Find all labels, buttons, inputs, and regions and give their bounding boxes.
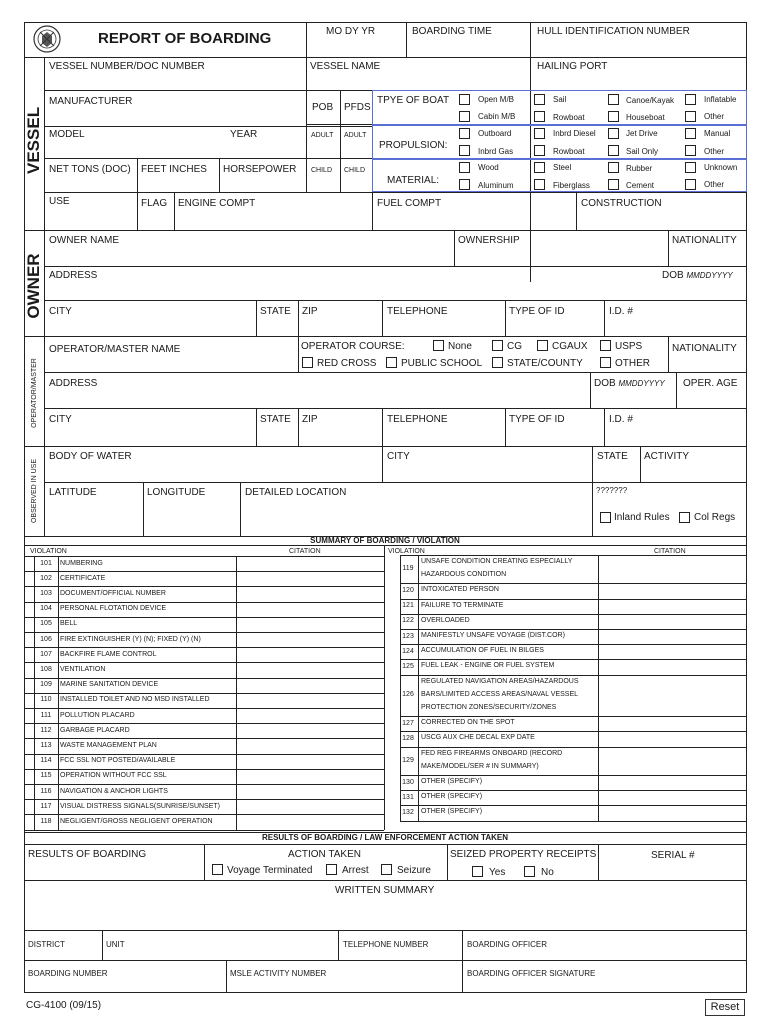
violation-number: 107 <box>40 650 52 658</box>
checkbox-aluminum[interactable] <box>459 179 470 190</box>
violation-text: OPERATION WITHOUT FCC SSL <box>60 772 167 780</box>
checkbox-course-other[interactable] <box>600 357 611 368</box>
violation-number: 109 <box>40 681 52 689</box>
violation-header-left: VIOLATION <box>30 548 67 555</box>
checkbox-no[interactable] <box>524 866 535 877</box>
checkbox-yes[interactable] <box>472 866 483 877</box>
horsepower-label: HORSEPOWER <box>223 164 297 175</box>
citation-field[interactable] <box>598 614 746 629</box>
checkbox-jet-drive[interactable] <box>608 128 619 139</box>
form-number: CG-4100 (09/15) <box>26 1000 102 1011</box>
telephone-number-label: TELEPHONE NUMBER <box>343 940 429 949</box>
checkbox-manual[interactable] <box>685 128 696 139</box>
option-other-type: Other <box>704 112 725 121</box>
citation-field[interactable] <box>598 659 746 674</box>
boarding-officer-label: BOARDING OFFICER <box>467 940 548 949</box>
violation-text: FED REG FIREARMS ONBOARD (RECORD <box>421 749 563 757</box>
violation-number: 117 <box>40 802 52 810</box>
coast-guard-seal-icon <box>32 24 62 54</box>
citation-field[interactable] <box>236 723 374 738</box>
col-regs-label: Col Regs <box>694 512 736 523</box>
table-rule <box>384 545 385 830</box>
citation-field[interactable] <box>236 571 374 586</box>
table-rule <box>24 830 384 831</box>
violation-number: 132 <box>402 809 414 816</box>
longitude-label: LONGITUDE <box>147 487 206 498</box>
written-summary-field[interactable] <box>26 898 744 928</box>
district-label: DISTRICT <box>28 940 65 949</box>
option-other-material: Other <box>704 180 725 189</box>
checkbox-course-usps[interactable] <box>600 340 611 351</box>
operator-section-label: OPERATOR/MASTER <box>31 358 38 428</box>
option-course-public-school: PUBLIC SCHOOL <box>401 358 483 369</box>
citation-field[interactable] <box>236 814 374 829</box>
no-label: No <box>541 867 554 878</box>
citation-field[interactable] <box>598 790 746 805</box>
citation-field[interactable] <box>598 644 746 659</box>
violation-number: 118 <box>40 817 52 825</box>
observed-state-label: STATE <box>597 451 628 462</box>
violation-text: OTHER (SPECIFY) <box>421 808 483 816</box>
checkbox-course-state-county[interactable] <box>492 357 503 368</box>
vessel-section-label: VESSEL <box>24 106 43 174</box>
checkbox-seizure[interactable] <box>381 864 392 875</box>
checkbox-rowboat-type[interactable] <box>534 111 545 122</box>
violation-number: 121 <box>402 602 414 610</box>
inland-rules-label: Inland Rules <box>614 512 670 523</box>
operator-telephone-label: TELEPHONE <box>387 414 448 425</box>
citation-field[interactable] <box>236 556 374 571</box>
citation-field[interactable] <box>236 586 374 601</box>
violation-number: 122 <box>402 617 414 625</box>
violation-number: 131 <box>402 793 414 801</box>
violation-number: 116 <box>40 787 52 795</box>
arrest-label: Arrest <box>342 865 369 876</box>
violation-number: 123 <box>402 632 414 640</box>
hailing-port-label: HAILING PORT <box>537 61 608 72</box>
citation-field[interactable] <box>236 617 374 632</box>
feet-inches-label: FEET INCHES <box>141 164 207 175</box>
violation-text: NUMBERING <box>60 559 103 567</box>
violation-text: FCC SSL NOT POSTED/AVAILABLE <box>60 757 176 765</box>
checkbox-course-red-cross[interactable] <box>302 357 313 368</box>
reset-button[interactable]: Reset <box>705 999 745 1016</box>
citation-field[interactable] <box>598 675 746 717</box>
seized-property-label: SEIZED PROPERTY RECEIPTS <box>450 849 597 860</box>
violation-number: 119 <box>402 565 414 573</box>
violation-number: 120 <box>402 587 414 594</box>
option-course-none: None <box>448 341 472 352</box>
citation-field[interactable] <box>598 775 746 790</box>
checkbox-cabin-mb[interactable] <box>459 111 470 122</box>
operator-age-label: OPER. AGE <box>683 378 738 389</box>
violation-number: 112 <box>40 726 52 734</box>
violation-text: WASTE MANAGEMENT PLAN <box>60 741 157 749</box>
checkbox-open-mb[interactable] <box>459 94 470 105</box>
citation-field[interactable] <box>598 583 746 598</box>
violation-text: CORRECTED ON THE SPOT <box>421 719 515 727</box>
citation-field[interactable] <box>598 731 746 746</box>
child-pob-label: CHILD <box>311 167 333 174</box>
table-rule <box>58 556 59 830</box>
citation-field[interactable] <box>598 599 746 614</box>
adult-pfds-label: ADULT <box>344 132 367 139</box>
violation-text: USCG AUX CHE DECAL EXP DATE <box>421 734 535 742</box>
checkbox-unknown[interactable] <box>685 162 696 173</box>
owner-name-label: OWNER NAME <box>49 235 119 246</box>
yes-label: Yes <box>489 867 506 878</box>
option-cabin-mb: Cabin M/B <box>478 112 516 121</box>
checkbox-fiberglass[interactable] <box>534 179 545 190</box>
checkbox-other-type[interactable] <box>685 111 696 122</box>
checkbox-course-cgaux[interactable] <box>537 340 548 351</box>
violation-text: UNSAFE CONDITION CREATING ESPECIALLY <box>421 558 573 565</box>
option-cement: Cement <box>626 181 655 190</box>
option-inbrd-gas: Inbrd Gas <box>478 147 514 156</box>
violation-text: REGULATED NAVIGATION AREAS/HAZARDOUS <box>421 677 579 685</box>
option-course-usps: USPS <box>615 341 643 352</box>
checkbox-inbrd-gas[interactable] <box>459 145 470 156</box>
checkbox-wood[interactable] <box>459 162 470 173</box>
option-rowboat-prop: Rowboat <box>553 147 585 156</box>
violation-number: 108 <box>40 665 52 673</box>
option-outboard: Outboard <box>478 129 512 138</box>
violation-number: 126 <box>402 691 414 699</box>
operator-type-of-id-label: TYPE OF ID <box>509 414 565 425</box>
propulsion-label: PROPULSION: <box>379 140 448 151</box>
seizure-label: Seizure <box>397 865 431 876</box>
violation-text: FIRE EXTINGUISHER (Y) (N); FIXED (Y) (N) <box>60 635 201 643</box>
engine-compt-label: ENGINE COMPT <box>178 198 256 209</box>
operator-address-label: ADDRESS <box>49 378 98 389</box>
violation-number: 104 <box>40 605 52 613</box>
citation-field[interactable] <box>236 632 374 647</box>
operator-id-label: I.D. # <box>609 414 633 425</box>
violation-text: PERSONAL FLOTATION DEVICE <box>60 605 167 613</box>
citation-field[interactable] <box>236 708 374 723</box>
checkbox-rubber[interactable] <box>608 162 619 173</box>
observed-city-label: CITY <box>387 451 410 462</box>
model-label: MODEL <box>49 129 85 140</box>
option-wood: Wood <box>478 163 499 172</box>
voyage-terminated-label: Voyage Terminated <box>227 865 313 876</box>
violation-text: OVERLOADED <box>421 616 470 624</box>
operator-nationality-label: NATIONALITY <box>672 343 737 354</box>
table-rule <box>34 556 35 830</box>
pfds-label: PFDS <box>344 102 371 113</box>
latitude-label: LATITUDE <box>49 487 97 498</box>
violation-text: OTHER (SPECIFY) <box>421 778 483 785</box>
option-jet-drive: Jet Drive <box>626 129 658 138</box>
violation-number: 105 <box>40 620 52 628</box>
citation-header-right: CITATION <box>654 548 686 555</box>
option-open-mb: Open M/B <box>478 95 515 104</box>
violation-number: 110 <box>40 696 52 704</box>
checkbox-inland-rules[interactable] <box>600 512 611 523</box>
table-rule <box>400 821 747 822</box>
violation-text: VISUAL DISTRESS SIGNALS(SUNRISE/SUNSET) <box>60 802 220 810</box>
option-course-cg: CG <box>507 341 522 352</box>
checkbox-voyage-terminated[interactable] <box>212 864 223 875</box>
citation-field[interactable] <box>236 754 374 769</box>
ownership-label: OWNERSHIP <box>458 235 520 246</box>
boarding-time-label: BOARDING TIME <box>412 26 492 37</box>
checkbox-sail-only[interactable] <box>608 145 619 156</box>
violation-number: 115 <box>40 772 52 780</box>
operator-name-label: OPERATOR/MASTER NAME <box>49 344 181 355</box>
checkbox-inbrd-diesel[interactable] <box>534 128 545 139</box>
checkbox-sail[interactable] <box>534 94 545 105</box>
written-summary-label: WRITTEN SUMMARY <box>335 885 435 896</box>
action-taken-label: ACTION TAKEN <box>288 849 361 860</box>
violation-number: 124 <box>402 647 414 655</box>
option-aluminum: Aluminum <box>478 181 514 190</box>
checkbox-arrest[interactable] <box>326 864 337 875</box>
results-of-boarding-label: RESULTS OF BOARDING <box>28 849 147 860</box>
option-course-other: OTHER <box>615 358 650 369</box>
violation-text: GARBAGE PLACARD <box>60 726 130 734</box>
option-canoe-kayak: Canoe/Kayak <box>626 96 675 105</box>
violation-number: 127 <box>402 719 414 727</box>
use-label: USE <box>49 196 70 207</box>
owner-section-label: OWNER <box>24 253 43 319</box>
violation-header-right: VIOLATION <box>388 548 425 555</box>
option-fiberglass: Fiberglass <box>553 181 590 190</box>
detailed-location-label: DETAILED LOCATION <box>245 487 347 498</box>
adult-pob-label: ADULT <box>311 132 334 139</box>
citation-field[interactable] <box>598 805 746 820</box>
violation-number: 103 <box>40 589 52 597</box>
violation-text: DOCUMENT/OFFICIAL NUMBER <box>60 589 166 597</box>
option-course-cgaux: CGAUX <box>552 341 588 352</box>
violation-text: FUEL LEAK - ENGINE OR FUEL SYSTEM <box>421 662 555 670</box>
results-title: RESULTS OF BOARDING / LAW ENFORCEMENT ACTION TAKEN <box>261 833 509 842</box>
checkbox-outboard[interactable] <box>459 128 470 139</box>
operator-zip-label: ZIP <box>302 414 318 425</box>
option-other-prop: Other <box>704 147 725 156</box>
citation-field[interactable] <box>598 747 746 775</box>
checkbox-col-regs[interactable] <box>679 512 690 523</box>
checkbox-inflatable[interactable] <box>685 94 696 105</box>
owner-state-label: STATE <box>260 306 291 317</box>
operator-dob-label: DOB MMDDYYYY <box>594 378 665 389</box>
violation-number: 129 <box>402 756 414 764</box>
child-pfds-label: CHILD <box>344 167 366 174</box>
observed-section-label: OBSERVED IN USE <box>31 458 38 524</box>
option-steel: Steel <box>553 163 572 172</box>
citation-field[interactable] <box>598 716 746 731</box>
violation-text: VENTILATION <box>60 665 106 673</box>
unknown-field-label: ??????? <box>596 486 628 495</box>
operator-state-label: STATE <box>260 414 291 425</box>
owner-address-label: ADDRESS <box>49 270 98 281</box>
violation-text: MAKE/MODEL/SER # IN SUMMARY) <box>421 762 539 770</box>
checkbox-cement[interactable] <box>608 179 619 190</box>
violation-text: ACCUMULATION OF FUEL IN BILGES <box>421 647 544 655</box>
violation-number: 114 <box>40 757 52 765</box>
construction-label: CONSTRUCTION <box>581 198 662 209</box>
option-inbrd-diesel: Inbrd Diesel <box>553 129 596 138</box>
violation-number: 102 <box>40 574 52 582</box>
violation-text: NEGLIGENT/GROSS NEGLIGENT OPERATION <box>60 817 213 825</box>
checkbox-steel[interactable] <box>534 162 545 173</box>
violation-text: INTOXICATED PERSON <box>421 586 499 594</box>
boarding-officer-signature-label: BOARDING OFFICER SIGNATURE <box>467 969 596 978</box>
checkbox-canoe-kayak[interactable] <box>608 94 619 105</box>
checkbox-other-material[interactable] <box>685 179 696 190</box>
citation-field[interactable] <box>236 738 374 753</box>
serial-label: SERIAL # <box>651 850 695 861</box>
form-title: REPORT OF BOARDING <box>98 30 272 47</box>
violation-text: CERTIFICATE <box>60 574 106 582</box>
citation-field[interactable] <box>236 662 374 677</box>
checkbox-course-cg[interactable] <box>492 340 503 351</box>
citation-field[interactable] <box>236 784 374 799</box>
owner-zip-label: ZIP <box>302 306 318 317</box>
violation-number: 128 <box>402 735 414 742</box>
violation-number: 125 <box>402 663 414 670</box>
net-tons-label: NET TONS (DOC) <box>49 164 131 175</box>
violation-text: MARINE SANITATION DEVICE <box>60 681 159 689</box>
table-rule <box>598 555 599 821</box>
violation-text: BARS/LIMITED ACCESS AREAS/NAVAL VESSEL <box>421 690 579 698</box>
option-course-state-county: STATE/COUNTY <box>507 358 583 369</box>
checkbox-houseboat[interactable] <box>608 111 619 122</box>
boarding-number-label: BOARDING NUMBER <box>28 969 108 978</box>
citation-field[interactable] <box>236 647 374 662</box>
option-sail-only: Sail Only <box>626 147 659 156</box>
citation-field[interactable] <box>236 799 374 814</box>
table-rule <box>400 555 401 821</box>
violation-text: HAZARDOUS CONDITION <box>421 571 507 579</box>
citation-field[interactable] <box>598 555 746 583</box>
citation-field[interactable] <box>236 602 374 617</box>
citation-field[interactable] <box>236 769 374 784</box>
owner-id-label: I.D. # <box>609 306 633 317</box>
checkbox-course-public-school[interactable] <box>386 357 397 368</box>
violation-number: 101 <box>40 559 52 567</box>
violation-text: OTHER (SPECIFY) <box>421 793 483 801</box>
unit-label: UNIT <box>106 940 125 949</box>
vessel-number-label: VESSEL NUMBER/DOC NUMBER <box>49 61 205 72</box>
option-unknown: Unknown <box>704 163 738 172</box>
table-rule <box>418 555 419 821</box>
option-rubber: Rubber <box>626 164 653 173</box>
violation-text: POLLUTION PLACARD <box>60 711 135 719</box>
owner-telephone-label: TELEPHONE <box>387 306 448 317</box>
summary-title: SUMMARY OF BOARDING / VIOLATION <box>310 536 460 545</box>
violation-text: PROTECTION ZONES/SECURITY/ZONES <box>421 704 557 711</box>
owner-dob-label: DOB MMDDYYYY <box>662 270 733 281</box>
violation-number: 113 <box>40 741 52 749</box>
year-label: YEAR <box>230 129 258 140</box>
option-rowboat-type: Rowboat <box>553 113 585 122</box>
citation-field[interactable] <box>236 693 374 708</box>
option-manual: Manual <box>704 129 731 138</box>
checkbox-course-none[interactable] <box>433 340 444 351</box>
violation-number: 111 <box>40 711 52 719</box>
material-label: MATERIAL: <box>387 175 440 186</box>
checkbox-rowboat-prop[interactable] <box>534 145 545 156</box>
owner-type-of-id-label: TYPE OF ID <box>509 306 565 317</box>
violation-number: 130 <box>402 778 414 786</box>
pob-label: POB <box>312 102 334 113</box>
operator-city-label: CITY <box>49 414 72 425</box>
checkbox-other-prop[interactable] <box>685 145 696 156</box>
owner-city-label: CITY <box>49 306 72 317</box>
violation-text: MANIFESTLY UNSAFE VOYAGE (DIST.COR) <box>421 632 565 639</box>
hull-id-label: HULL IDENTIFICATION NUMBER <box>537 26 690 37</box>
option-sail: Sail <box>553 95 567 104</box>
violation-number: 106 <box>40 635 52 643</box>
violation-text: INSTALLED TOILET AND NO MSD INSTALLED <box>60 696 210 704</box>
citation-header-left: CITATION <box>289 548 321 555</box>
option-inflatable: Inflatable <box>704 95 737 104</box>
violation-text: BACKFIRE FLAME CONTROL <box>60 650 157 658</box>
violation-text: FAILURE TO TERMINATE <box>421 601 504 609</box>
citation-field[interactable] <box>598 629 746 644</box>
violation-text: BELL <box>60 620 78 628</box>
fuel-compt-label: FUEL COMPT <box>377 198 442 209</box>
violation-text: NAVIGATION & ANCHOR LIGHTS <box>60 787 168 795</box>
option-houseboat: Houseboat <box>626 113 665 122</box>
date-label: MO DY YR <box>326 26 376 37</box>
table-rule <box>236 556 237 830</box>
vessel-name-label: VESSEL NAME <box>310 61 381 72</box>
type-of-boat-label: TPYE OF BOAT <box>377 95 450 106</box>
owner-nationality-label: NATIONALITY <box>672 235 737 246</box>
body-of-water-label: BODY OF WATER <box>49 451 132 462</box>
citation-field[interactable] <box>236 678 374 693</box>
flag-label: FLAG <box>141 198 168 209</box>
msle-activity-label: MSLE ACTIVITY NUMBER <box>230 969 327 978</box>
activity-label: ACTIVITY <box>644 451 690 462</box>
option-course-red-cross: RED CROSS <box>317 358 377 369</box>
operator-course-label: OPERATOR COURSE: <box>301 341 405 352</box>
manufacturer-label: MANUFACTURER <box>49 96 133 107</box>
